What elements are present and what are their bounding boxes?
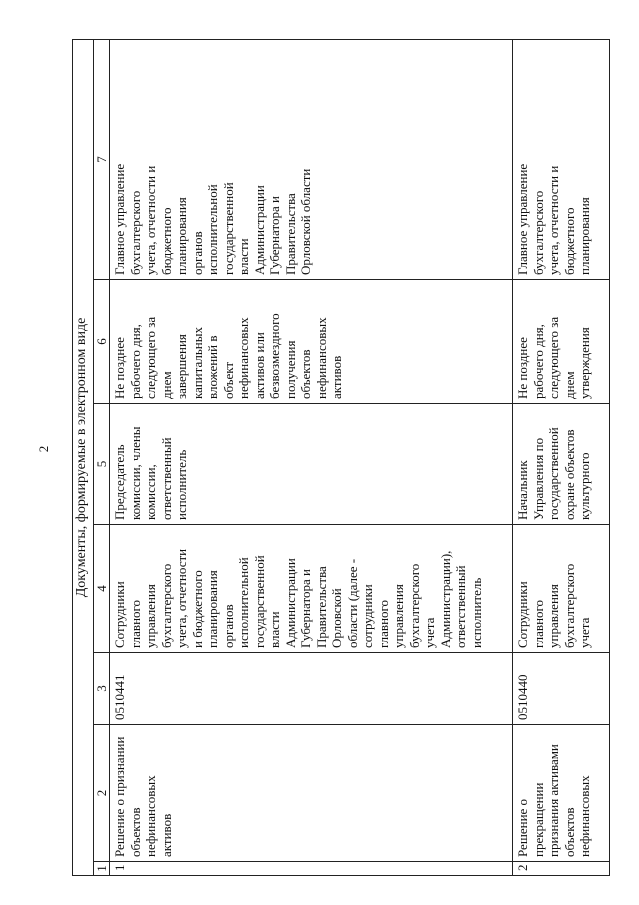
column-number-row bbox=[94, 39, 110, 875]
documents-table bbox=[72, 39, 610, 876]
column-number: 1 bbox=[94, 862, 110, 876]
row-number: 2 bbox=[513, 862, 610, 876]
preparer: Сотрудники главного управления бухгалтерского учета bbox=[513, 525, 610, 653]
table-row bbox=[110, 39, 513, 875]
column-number: 6 bbox=[94, 280, 110, 404]
column-number: 4 bbox=[94, 525, 110, 653]
column-number: 3 bbox=[94, 653, 110, 725]
column-number: 5 bbox=[94, 404, 110, 525]
signers: Начальник Управления по государственной охране объектов культурного bbox=[513, 404, 610, 525]
form-code: 0510441 bbox=[110, 653, 513, 725]
deadline: Не позднее рабочего дня, следующего за днем завершения капитальных вложений в объект нефинансовых активов или безвозмездного получения объектов нефинансовых активов bbox=[110, 280, 513, 404]
recipient: Главное управление бухгалтерского учета, отчетности и бюджетного планирования органов исполнительной государственной власти Администрации Губернатора и Правительства Орловской области bbox=[110, 39, 513, 279]
form-code: 0510440 bbox=[513, 653, 610, 725]
document-name: Решение о прекращении признания активами объектов нефинансовых bbox=[513, 725, 610, 862]
recipient: Главное управление бухгалтерского учета, отчетности и бюджетного планирования bbox=[513, 39, 610, 279]
signers: Председатель комиссии, члены комиссии, ответственный исполнитель bbox=[110, 404, 513, 525]
table-row bbox=[513, 39, 610, 875]
preparer: Сотрудники главного управления бухгалтерского учета, отчетности и бюджетного планирования органов исполнительной государственной власти Администрации Губернатора и Правительства Орловской области (далее - сотрудники главного управления бухгалтерского учета Администрации), ответственный исполнитель bbox=[110, 525, 513, 653]
column-number: 2 bbox=[94, 725, 110, 862]
page-number: 2 bbox=[36, 445, 51, 453]
table-caption: Документы, формируемые в электронном виде bbox=[73, 39, 94, 875]
column-number: 7 bbox=[94, 39, 110, 279]
document-table-container bbox=[72, 40, 627, 876]
document-name: Решение о признании объектов нефинансовых активов bbox=[110, 725, 513, 862]
row-number: 1 bbox=[110, 862, 513, 876]
rotated-page bbox=[72, 40, 627, 876]
deadline: Не позднее рабочего дня, следующего за днем утверждения bbox=[513, 280, 610, 404]
